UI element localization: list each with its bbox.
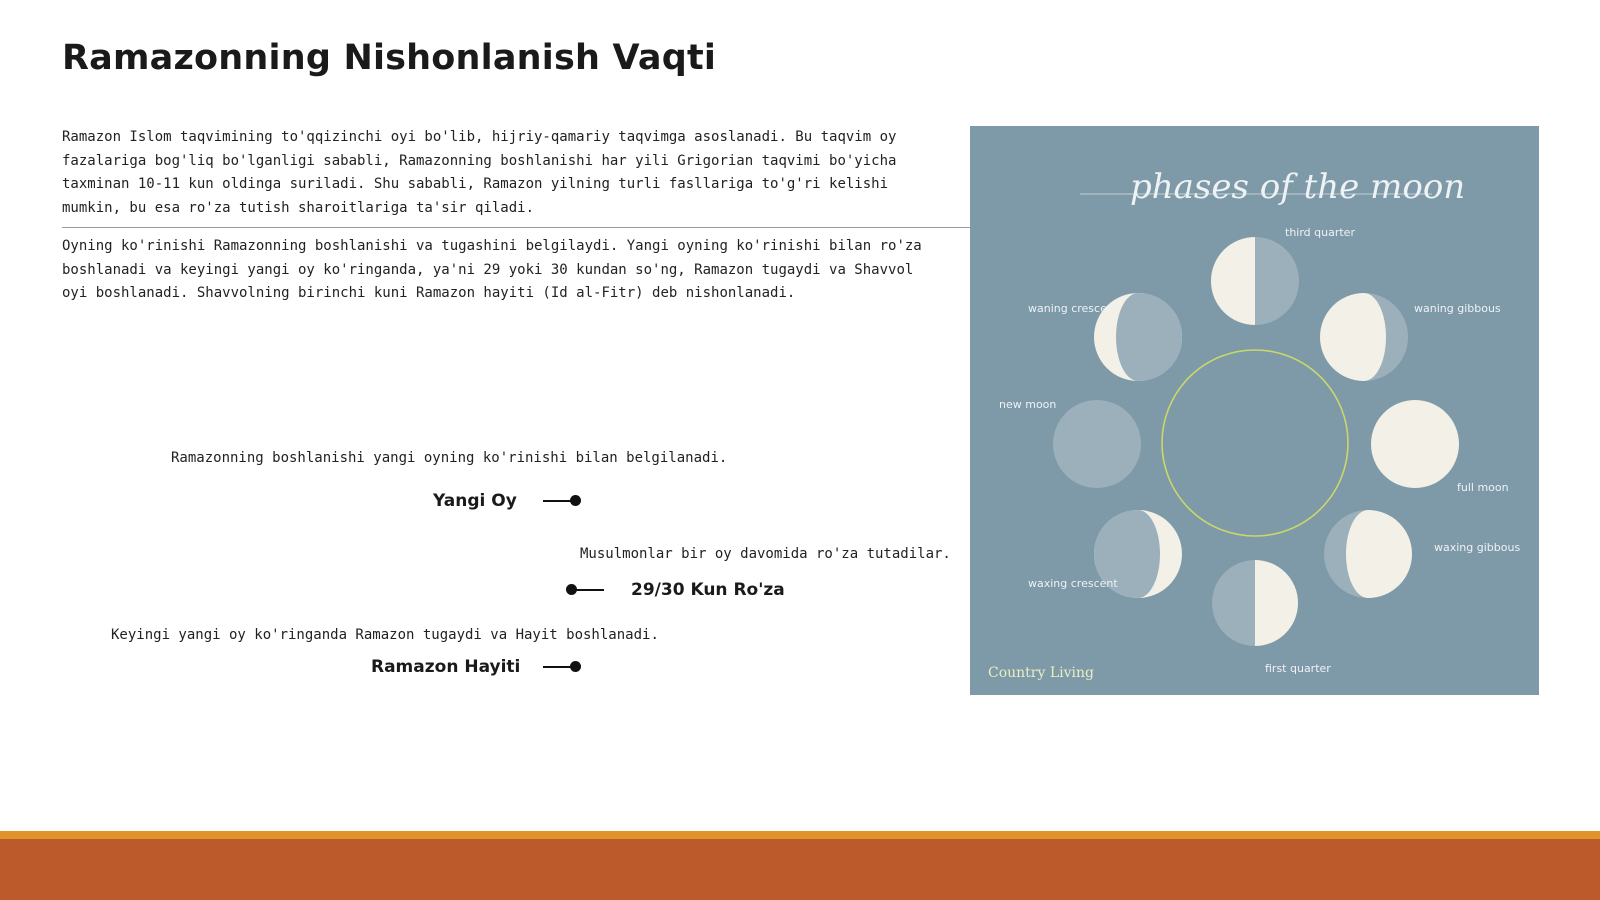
new-moon-icon: [1053, 400, 1141, 488]
connector-dot: [566, 584, 577, 595]
connector-line: [543, 666, 573, 668]
brand-logo: Country Living: [988, 665, 1094, 681]
label-waxing-crescent: waxing crescent: [1028, 577, 1118, 590]
timeline-connector-new-moon: [543, 495, 581, 507]
timeline-label-fasting: 29/30 Kun Ro'za: [631, 580, 785, 600]
waning-gibbous-moon-icon: [1320, 293, 1408, 381]
moon-figure-heading: phases of the moon: [1130, 167, 1466, 207]
label-third-quarter: third quarter: [1285, 226, 1355, 239]
timeline-description-eid: Keyingi yangi oy ko'ringanda Ramazon tugaydi va Hayit boshlanadi.: [111, 627, 659, 643]
label-waxing-gibbous: waxing gibbous: [1434, 541, 1521, 554]
timeline-connector-fasting: [566, 584, 604, 596]
connector-line: [543, 500, 573, 502]
orbit-ring: [1162, 350, 1348, 536]
third-quarter-moon-icon: [1211, 237, 1299, 325]
timeline-connector-eid: [543, 661, 581, 673]
connector-line: [574, 589, 604, 591]
timeline-description-new-moon: Ramazonning boshlanishi yangi oyning ko'rinishi bilan belgilanadi.: [171, 450, 728, 466]
footer-accent-stripe: [0, 831, 1600, 839]
slide-title: Ramazonning Nishonlanish Vaqti: [62, 38, 717, 78]
timeline-description-fasting: Musulmonlar bir oy davomida ro'za tutadilar.: [580, 546, 951, 562]
intro-paragraph: Ramazon Islom taqvimining to'qqizinchi oyi bo'lib, hijriy-qamariy taqvimga asoslanadi. Bu taqvim oy fazalariga bog'liq bo'lganligi sababli, Ramazonning boshlanishi har yili Grigorian taqvimi bo'yicha taxminan 10-11 kun oldinga suriladi. Shu sababli, Ramazon yilning turli fasllariga to'g'ri kelishi mumkin, bu esa ro'za tutish sharoitlariga ta'sir qiladi.: [62, 129, 897, 216]
label-first-quarter: first quarter: [1265, 662, 1331, 675]
section-divider: [62, 227, 972, 228]
timeline-label-new-moon: Yangi Oy: [433, 491, 517, 511]
footer-bar: [0, 839, 1600, 900]
full-moon-icon: [1371, 400, 1459, 488]
connector-dot: [570, 495, 581, 506]
label-full-moon: full moon: [1457, 481, 1509, 494]
waxing-gibbous-moon-icon: [1324, 510, 1412, 598]
first-quarter-moon-icon: [1212, 560, 1298, 646]
timeline-label-eid: Ramazon Hayiti: [371, 657, 521, 677]
moon-phases-illustration: [970, 126, 1539, 695]
label-waning-crescent: waning crescent: [1028, 302, 1119, 315]
moon-sighting-paragraph: Oyning ko'rinishi Ramazonning boshlanishi va tugashini belgilaydi. Yangi oyning ko'rinishi bilan ro'za boshlanadi va keyingi yangi oy ko'ringanda, ya'ni 29 yoki 30 kundan so'ng, Ramazon tugaydi va Shavvol oyi boshlanadi. Shavvolning birinchi kuni Ramazon hayiti (Id al-Fitr) deb nishonlanadi.: [62, 238, 922, 301]
connector-dot: [570, 661, 581, 672]
label-waning-gibbous: waning gibbous: [1414, 302, 1501, 315]
label-new-moon: new moon: [999, 398, 1057, 411]
